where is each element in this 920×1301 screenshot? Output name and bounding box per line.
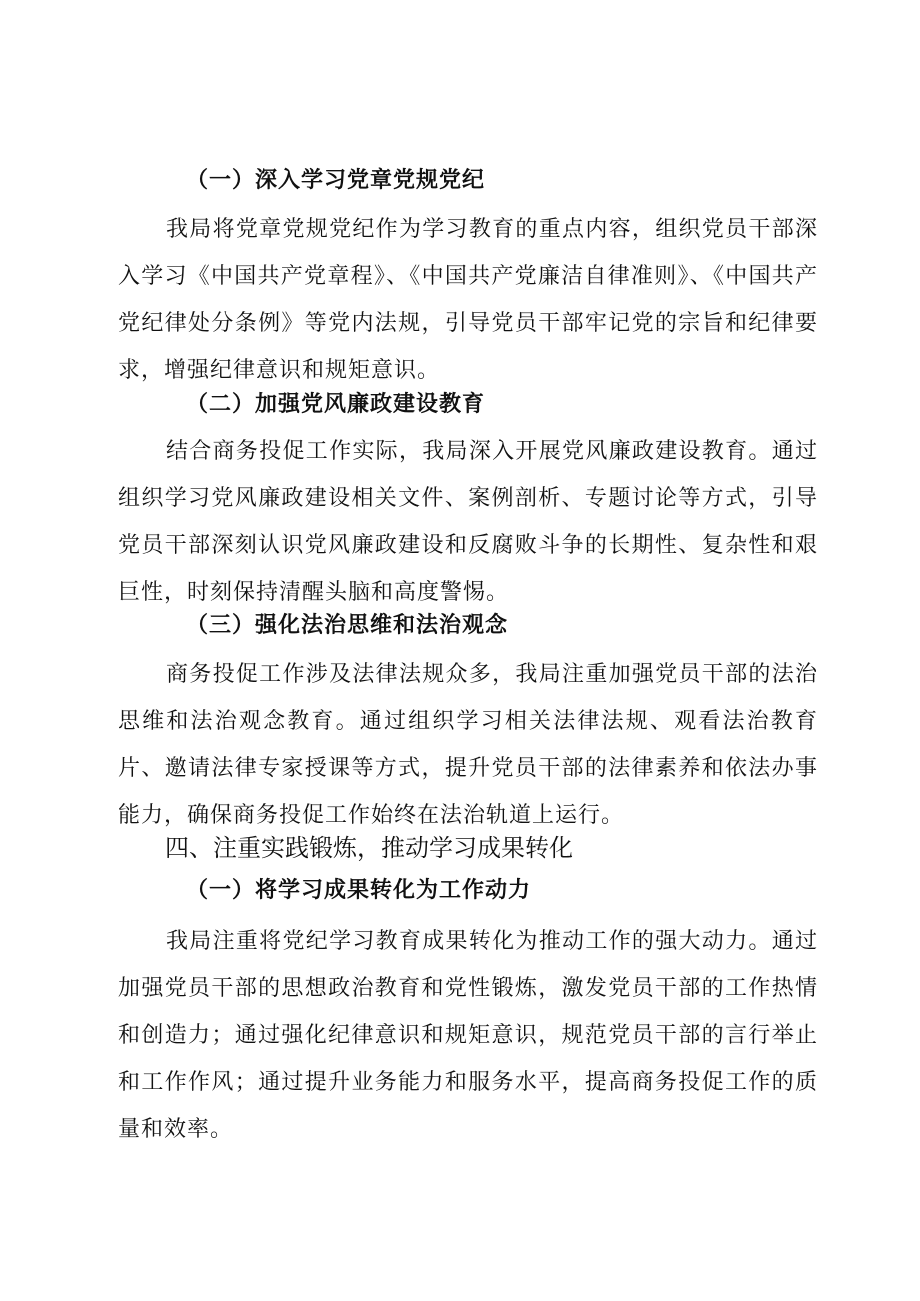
section-heading-3: （三）强化法治思维和法治观念 <box>186 613 509 638</box>
section-heading-1: （一）深入学习党章党规党纪 <box>186 168 486 193</box>
paragraph-4-1: 我局注重将党纪学习教育成果转化为推动工作的强大动力。通过加强党员干部的思想政治教育和党性锻炼，激发党员干部的工作热情和创造力；通过强化纪律意识和规矩意识，规范党员干部的言行举止和工作作风；通过提升业务能力和服务水平，提高商务投促工作的质量和效率。 <box>118 929 818 1142</box>
paragraph-3: 商务投促工作涉及法律法规众多，我局注重加强党员干部的法治思维和法治观念教育。通过组织学习相关法律法规、观看法治教育片、邀请法律专家授课等方式，提升党员干部的法律素养和依法办事能力，确保商务投促工作始终在法治轨道上运行。 <box>118 662 818 828</box>
paragraph-1: 我局将党章党规党纪作为学习教育的重点内容，组织党员干部深入学习《中国共产党章程》、《中国共产党廉洁自律准则》、《中国共产党纪律处分条例》等党内法规，引导党员干部牢记党的宗旨和纪律要求，增强纪律意识和规矩意识。 <box>118 217 818 383</box>
section-heading-2: （二）加强党风廉政建设教育 <box>186 392 486 417</box>
paragraph-2: 结合商务投促工作实际，我局深入开展党风廉政建设教育。通过组织学习党风廉政建设相关文件、案例剖析、专题讨论等方式，引导党员干部深刻认识党风廉政建设和反腐败斗争的长期性、复杂性和艰巨性，时刻保持清醒头脑和高度警惕。 <box>118 439 818 605</box>
chapter-heading-4: 四、注重实践锻炼，推动学习成果转化 <box>165 834 573 862</box>
section-heading-4-1: （一）将学习成果转化为工作动力 <box>186 878 532 903</box>
